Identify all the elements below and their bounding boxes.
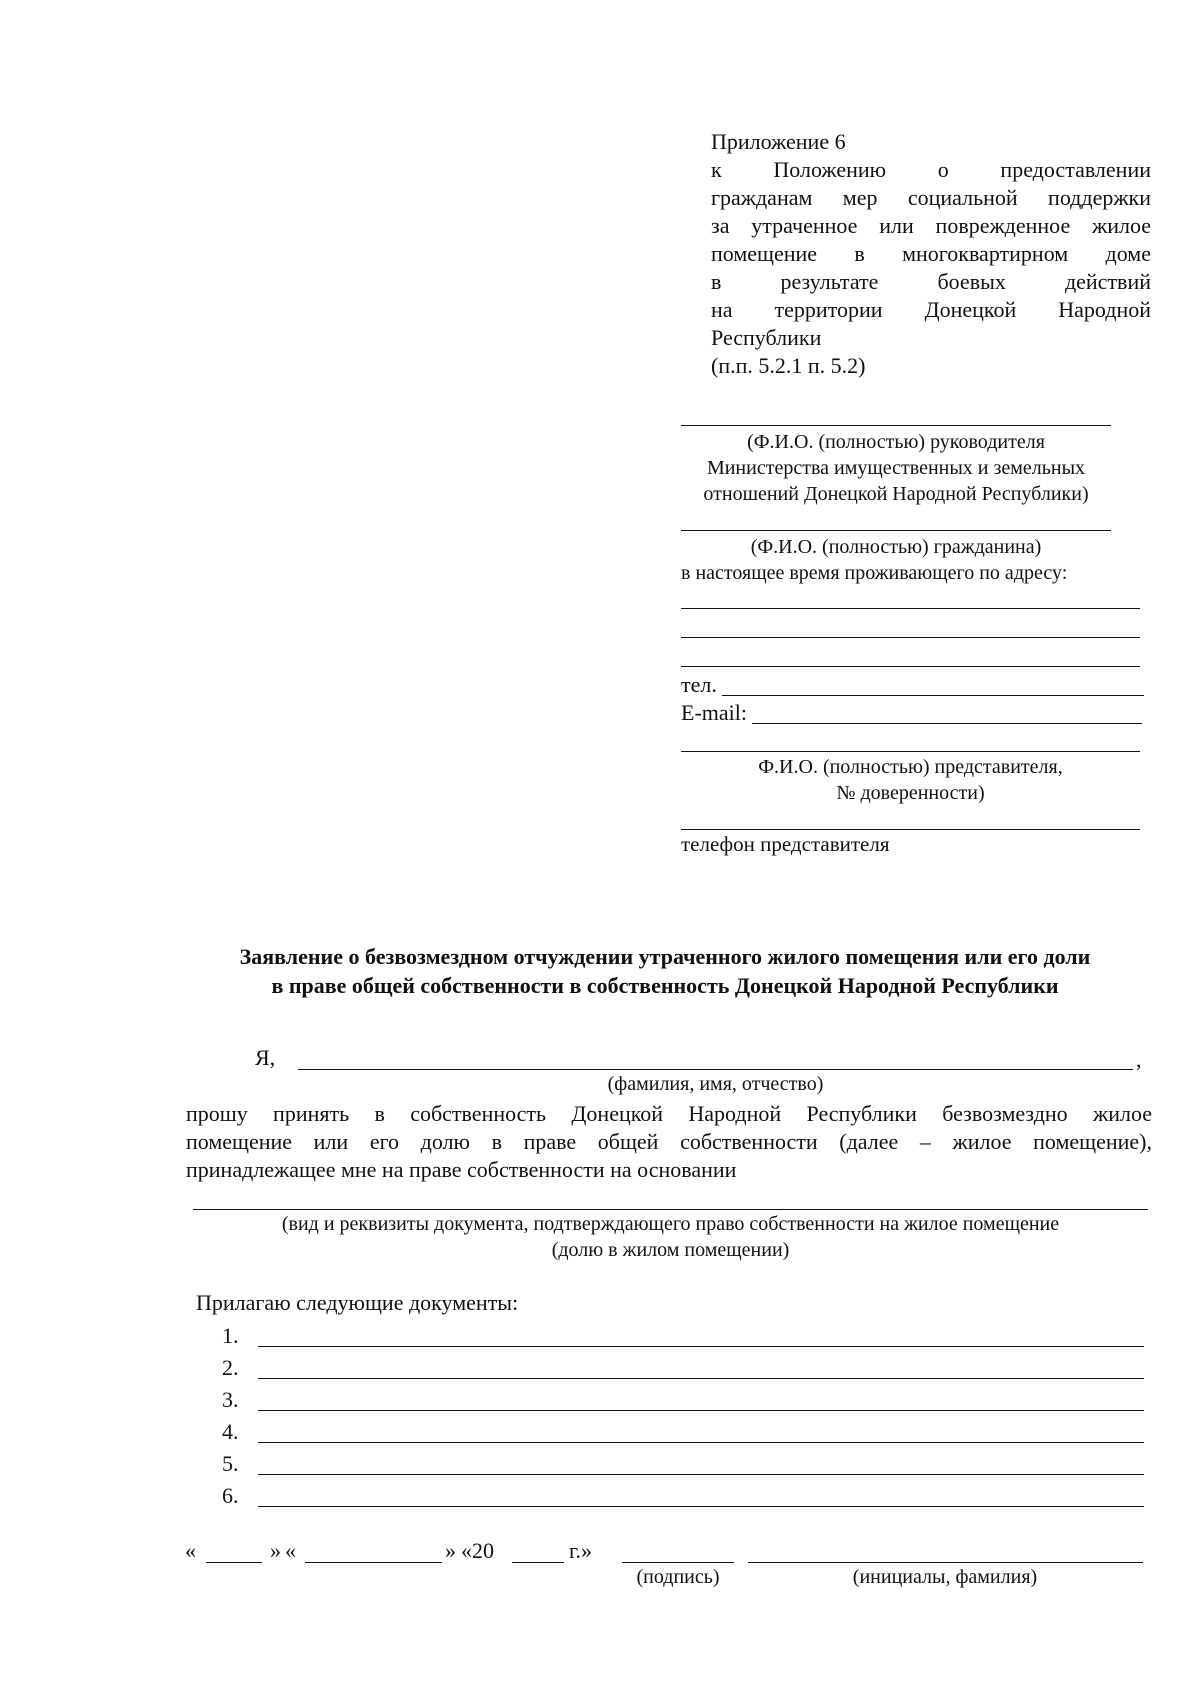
month-line[interactable] [305,1562,442,1563]
rep-phone-line[interactable] [681,829,1140,830]
rep-phone-label: телефон представителя [681,832,890,856]
body-text: принадлежащее мне на праве собственности на основании [186,1157,737,1182]
attachment-number: 2. [222,1355,239,1380]
appendix-line: за утраченное или поврежденное жилое [711,213,1151,238]
ya-label: Я, [255,1045,276,1070]
attachment-line[interactable] [258,1410,1144,1411]
appendix-ref: (п.п. 5.2.1 п. 5.2) [711,353,866,378]
appendix-line: Республики [711,325,822,350]
address-line[interactable] [681,608,1140,609]
address-line[interactable] [681,666,1140,667]
attachment-line[interactable] [258,1346,1144,1347]
attachment-number: 6. [222,1483,239,1508]
attachment-number: 1. [222,1323,239,1348]
attachments-label: Прилагаю следующие документы: [196,1290,519,1315]
doc-caption: (долю в жилом помещении) [551,1239,790,1261]
initials-line[interactable] [748,1562,1143,1563]
appendix-line: помещение в многоквартирном доме [711,241,1151,266]
signature-line[interactable] [622,1562,734,1563]
rep-name-line[interactable] [681,751,1140,752]
citizen-name-line[interactable] [681,530,1111,531]
body-text: помещение или его долю в праве общей собственности (далее – жилое помещение), [186,1129,1152,1154]
head-caption: Министерства имущественных и земельных [706,457,1086,479]
address-line[interactable] [681,637,1140,638]
rep-caption: № доверенности) [836,782,985,804]
head-caption: (Ф.И.О. (полностью) руководителя [747,431,1045,453]
attachment-line[interactable] [258,1442,1144,1443]
fio-comma: , [1136,1047,1142,1072]
attachment-number: 3. [222,1387,239,1412]
rep-caption: Ф.И.О. (полностью) представителя, [758,756,1063,778]
fio-caption: (фамилия, имя, отчество) [607,1073,824,1095]
attachment-line[interactable] [258,1506,1144,1507]
appendix-line: к Положению о предоставлении [711,157,1151,182]
appendix-line: на территории Донецкой Народной [711,297,1151,322]
attachment-line[interactable] [258,1378,1144,1379]
doc-caption: (вид и реквизиты документа, подтверждающего право собственности на жилое помещение [281,1213,1060,1235]
date-quote-close: » [270,1538,281,1563]
date-quote-open: « [185,1538,196,1563]
year-prefix: «20 [461,1538,494,1563]
fio-line[interactable] [298,1069,1133,1070]
appendix-title: Приложение 6 [711,129,846,154]
email-label: E-mail: [681,700,747,725]
address-label: в настоящее время проживающего по адресу: [681,562,1068,584]
head-caption: отношений Донецкой Народной Республики) [703,483,1089,505]
day-line[interactable] [206,1562,262,1563]
appendix-line: гражданам мер социальной поддержки [711,185,1151,210]
tel-label: тел. [681,672,717,697]
statement-title: Заявление о безвозмездном отчуждении утраченного жилого помещения или его доли [239,944,1091,969]
statement-title: в праве общей собственности в собственность Донецкой Народной Республики [271,973,1059,998]
date-quote-open: « [285,1538,296,1563]
email-line[interactable] [752,723,1142,724]
year-line[interactable] [512,1562,564,1563]
document-basis-line[interactable] [193,1209,1148,1210]
attachment-number: 5. [222,1451,239,1476]
attachment-line[interactable] [258,1474,1144,1475]
citizen-caption: (Ф.И.О. (полностью) гражданина) [750,536,1042,558]
year-suffix: г.» [569,1538,593,1563]
head-name-line[interactable] [681,425,1111,426]
date-quote-close: » [445,1538,456,1563]
attachment-number: 4. [222,1419,239,1444]
tel-line[interactable] [722,695,1144,696]
signature-caption: (подпись) [636,1566,720,1588]
initials-caption: (инициалы, фамилия) [852,1566,1038,1588]
appendix-line: в результате боевых действий [711,269,1151,294]
body-text: прошу принять в собственность Донецкой Народной Республики безвозмездно жилое [186,1101,1152,1126]
